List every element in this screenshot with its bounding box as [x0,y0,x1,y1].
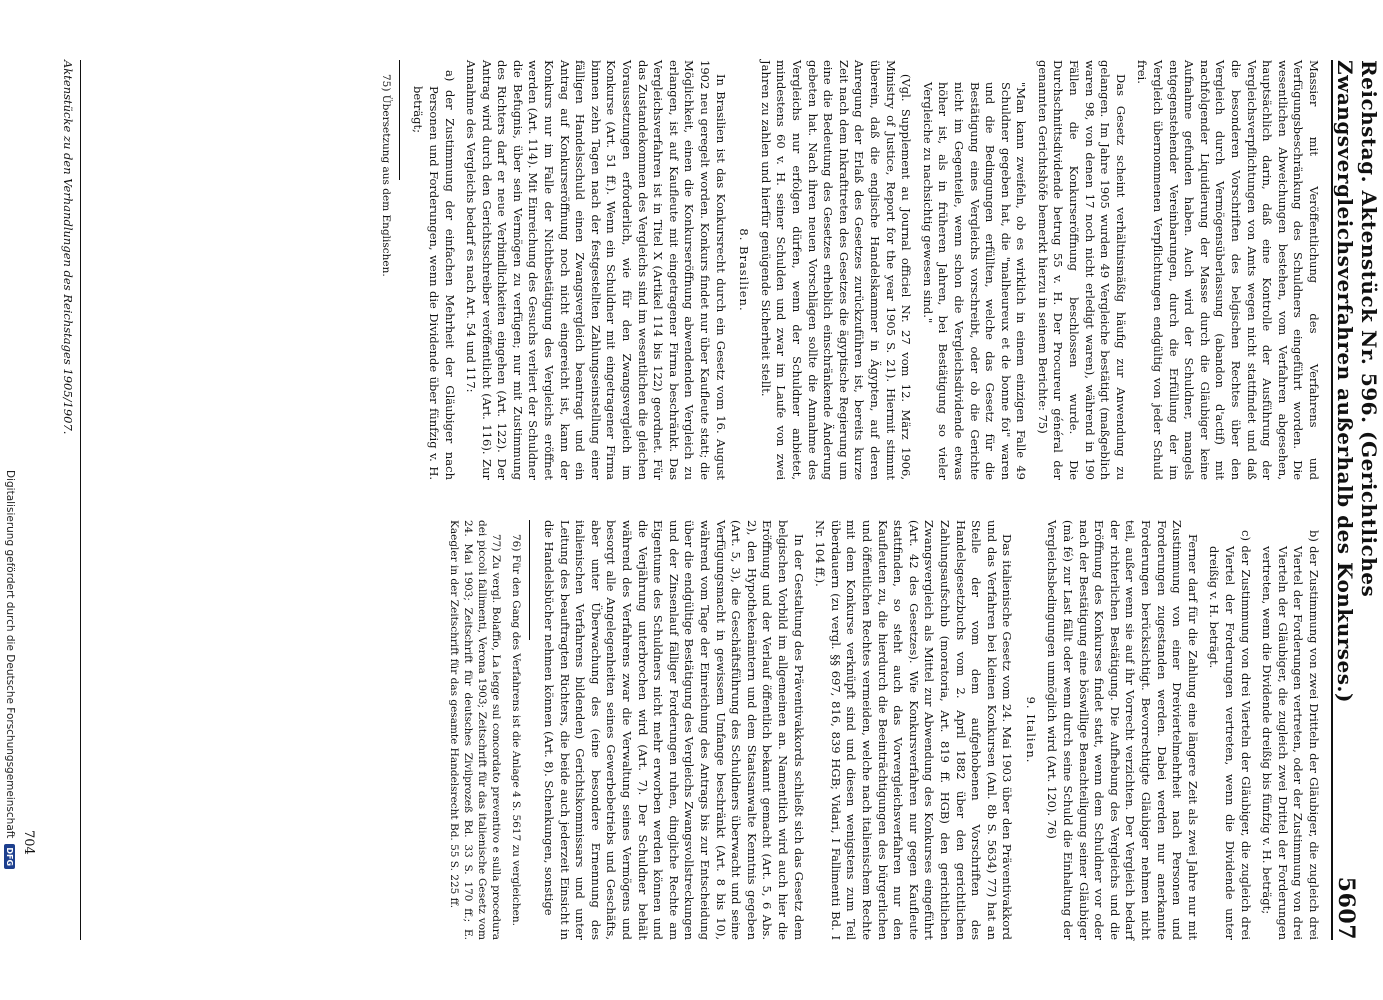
page-header [1331,60,1381,940]
header-page-number: 5607 [1333,876,1359,940]
paragraph: Ferner darf für die Zahlung eine längere Zeit als zwei Jahre nur mit Zustimmung von einer Dreiviertelmehrheit nach Personen und Forderungen zugestanden werden. Dabei werden nur anerkannte Forderungen berücksichtigt. Bevorrechtigte Gläubiger nehmen nicht teil, außer wenn sie auf ihr Vorrecht verzichten. Der Vergleich bedarf der richterlichen Bestätigung. Die Aufhebung des Vergleichs und die Eröffnung des Konkurses findet statt, wenn dem Schuldner vor oder nach der Bestätigung eine böswillige Benachteiligung seiner Gläubiger (mà fé) zur Last fällt oder wenn durch seine Schuld die Einhaltung der Vergleichsbedingungen unmöglich wird (Art. 120). 76) [1045,520,1200,940]
footnote: 75) Übersetzung aus dem Englischen. [379,74,392,277]
paragraph: Das Gesetz scheint verhältnismäßig häufig zur Anwendung zu gelangen. Im Jahre 1905 wurden 49 Vergleiche bestätigt (maßgeblich waren 98, von denen 17 noch nicht erledigt waren), während in 190 Fällen die Konkurseröffnung beschlossen wurde. Die Durchschnittsdividende betrug 55 v. H. Der Procureur général der genannten Gerichtshöfe bemerkt hierzu in seinem Berichte: 75) [1035,60,1128,480]
list-item: c) der Zustimmung von drei Vierteln der Gläubiger, die zugleich drei Viertel der Forderungen vertreten, wenn die Dividende unter dreißig v. H. beträgt. [1207,530,1253,940]
footer-rule [80,60,81,940]
section-title: 8. Brasilien. [737,228,752,312]
footnote: 77) Zu vergl. Bolaffio, La legge sul concordato preventivo e sulla procedura dei piccoli fallimenti, Verona 1903; Zeitschrift für das italienische Gesetz vom 24. Mai 1903; Zeitschrift für deutsches Zivilprozeß Bd. 33 S. 170 ff.; E. Kaegler in der Zeitschrift für das gesamte Handelsrecht Bd. 55 S. 225 ff. [448,520,503,940]
list-item: a) der Zustimmung der einfachen Mehrheit der Gläubiger nach Personen und Forderungen, wenn die Dividende über fünfzig v. H. beträgt; [411,70,457,480]
section-title: 9. Italien. [1023,696,1038,764]
right-column [442,520,1322,940]
sheet-number-text: 704 [21,830,36,855]
paragraph: In Brasilien ist das Konkursrecht durch ein Gesetz vom 16. August 1902 neu geregelt worden. Konkurs findet nur über Kaufleute statt; die Möglichkeit, einen die Konkurseröffnung abwendenden Vergleich zu erlangen, ist auf Kaufleute mit eingetragener Firma beschränkt. Das Vergleichsverfahren ist in Titel X (Artikel 114 bis 122) geordnet. Für das Zustandekommen des Vergleichs sind im wesentlichen die gleichen Voraussetzungen erforderlich, wie für den Zwangsvergleich im Konkurse (Art. 51 ff.). Wenn ein Schuldner mit eingetragener Firma binnen zehn Tagen nach der festgestellten Zahlungseinstellung einer fälligen Handelsschuld einen Zwangsvergleich beantragt und ein Antrag auf Konkurseröffnung noch nicht eingereicht ist, kann der Konkurs nur im Falle der Nichtbestätigung des Vergleichs eröffnet werden (Art. 114). Mit Einreichung des Gesuchs verliert der Schuldner die Befugnis, über sein Vermögen zu verfügen; nur mit Zustimmung des Richters darf er neue Verbindlichkeiten eingehen (Art. 122). Der Antrag wird durch den Gerichtsschreiber veröffentlicht (Art. 116). Zur Annahme des Vergleichs bedarf es nach Art. 54 und 117: [464,60,728,480]
dfg-banner [0,470,20,990]
paragraph: In der Gestaltung des Präventivakkords schließt sich das Gesetz dem belgischen Vorbild im allgemeinen an. Namentlich wird auch hier die Eröffnung und der Verlauf öffentlich bekannt gemacht (Art. 5, 6 Abs. 2), den Hypothekenämtern und dem Staatsanwalte Kenntnis gegeben (Art. 5, 3), die Geschäftsführung des Schuldners überwacht und seine Verfügungsmacht in gewissem Umfange beschränkt (Art. 8 bis 10), während vom Tage der Einreichung des Antrags bis zur Entscheidung über die endgültige Bestätigung des Vergleichs Zwangsvollstreckungen und der Zinsenlauf fälliger Forderungen ruhen, dingliche Rechte am Eigentume des Schuldners nicht mehr erworben werden können und die Verjährung unterbrochen wird (Art. 7). Der Schuldner behält während des Verfahrens zwar die Verwaltung seines Vermögens und besorgt alle Angelegenheiten seines Gewerbebetriebs und Geschäfts, aber unter Überwachung des (eine besondere Ernennung des italienischen Verfahrens bildenden) Gerichtskommissars und unter Leitung des beauftragten Richters, die beide auch jederzeit Einsicht in die Handelsbücher nehmen können (Art. 8). Schenkungen, sonstige [542,520,806,940]
list-item: b) der Zustimmung von zwei Dritteln der Gläubiger, die zugleich drei Viertel der Forderungen vertreten, oder der Zustimmung von drei Vierteln der Gläubiger, die zugleich zwei Drittel der Forderungen vertreten, wenn die Dividende dreißig bis fünfzig v. H. beträgt; [1260,530,1321,940]
footnote: 76) Für den Gang des Verfahrens ist die Anlage 4 S. 5617 zu vergleichen. [510,534,523,926]
header-title: Reichstag. Aktenstück Nr. 596. (Gerichtliches Zwangsvergleichsverfahren außerhalb des Konkurses.) [1333,60,1381,703]
quote-paragraph: "Man kann zweifeln, ob es wirklich in einem einzigen Falle 49 Schuldner gegeben hat, die "malheureux et de bonne foi" waren und die Bedingungen erfüllten, welche das Gesetz für die Bestätigung eines Vergleichs vorschreibt, oder ob die Gerichte nicht im Gegenteile, wenn schon die Vergleichsdividende etwas höher ist, als in früheren Jahren, bei Bestätigung so vieler Vergleiche zu nachsichtig gewesen sind." [920,82,1029,480]
left-column [373,60,1321,480]
dfg-banner-text: Digitalisierung gefördert durch die Deutsche Forschungsgemeinschaft [4,470,16,839]
dfg-banner-text-wrap [0,470,20,990]
paragraph: (Vgl. Supplement au Journal officiel Nr. 27 vom 12. März 1906, Ministry of Justice, Report for the year 1905 S. 21). Hiermit stimmt überein, daß die englische Handelskammer in Ägypten, auf deren Anregung der Erlaß des Gesetzes zurückzuführen ist, bereits kurze Zeit nach dem Inkrafttreten des Gesetzes die ägyptische Regierung um eine die Bedeutung des Gesetzes erheblich einschränkende Änderung gebeten hat. Nach ihren neuen Vorschlägen sollte die Annahme des Vergleichs nur erfolgen dürfen, wenn der Schuldner anbietet, mindestens 60 v. H. seiner Schulden und zwar im Laufe von zwei Jahren zu zahlen und hierfür genügende Sicherheit stellt. [758,60,914,480]
paragraph: Massier mit Veröffentlichung des Verfahrens und Verfügungsbeschränkung des Schuldners eingeführt worden. Die wesentlichen Abweichungen bestehen, vom Verfahren abgesehen, hauptsächlich darin, daß eine Kontrolle der Ausführung der Vergleichsverpflichtungen von Amts wegen nicht stattfindet und daß die besonderen Vorschriften des belgischen Rechtes über den Vergleich durch Vermögensüberlassung (abandon d'actif) mit nachfolgender Liquidierung der Masse durch die Gläubiger keine Aufnahme gefunden haben. Auch wird der Schuldner, mangels entgegenstehender Vereinbarungen, durch die Erfüllung der im Vergleich übernommenen Verpflichtungen endgültig von jeder Schuld frei. [1135,60,1321,480]
footnote-rule [530,520,531,640]
dfg-logo: DFG [5,844,16,869]
paragraph: Das italienische Gesetz vom 24. Mai 1903 über den Präventivakkord und das Verfahren bei kleinen Konkursen (Anl. 8b S. 5634) 77) hat an Stelle der vom dem aufgehobenen Vorschriften des Handelsgesetzbuchs vom 2. April 1882 über den gerichtlichen Zahlungsaufschub (moratoria, Art. 819 ff. HGB) den gerichtlichen Zwangsvergleich als Mittel zur Abwendung des Konkurses eingeführt (Art. 42 des Gesetzes). Wie Konkursverfahren nur gegen Kaufleute stattfinden, so steht auch das Vorvergleichsverfahren nur den Kaufleuten zu, die hierdurch die Beeinträchtigungen des bürgerlichen und öffentlichen Rechtes vermeiden, welche nach italienischem Rechte mit dem Konkurse verknüpft sind und diesen wenigstens zum Teil überdauern (zu vergl. §§ 697, 816, 839 HGB; Vidari, I Fallimenti Bd. I Nr. 104 ff.). [813,520,1015,940]
footnote-rule [399,60,400,180]
sheet-number [21,830,36,855]
page-footer: Aktenstücke zu den Verhandlungen des Reichstages 1905/1907. [61,60,75,435]
